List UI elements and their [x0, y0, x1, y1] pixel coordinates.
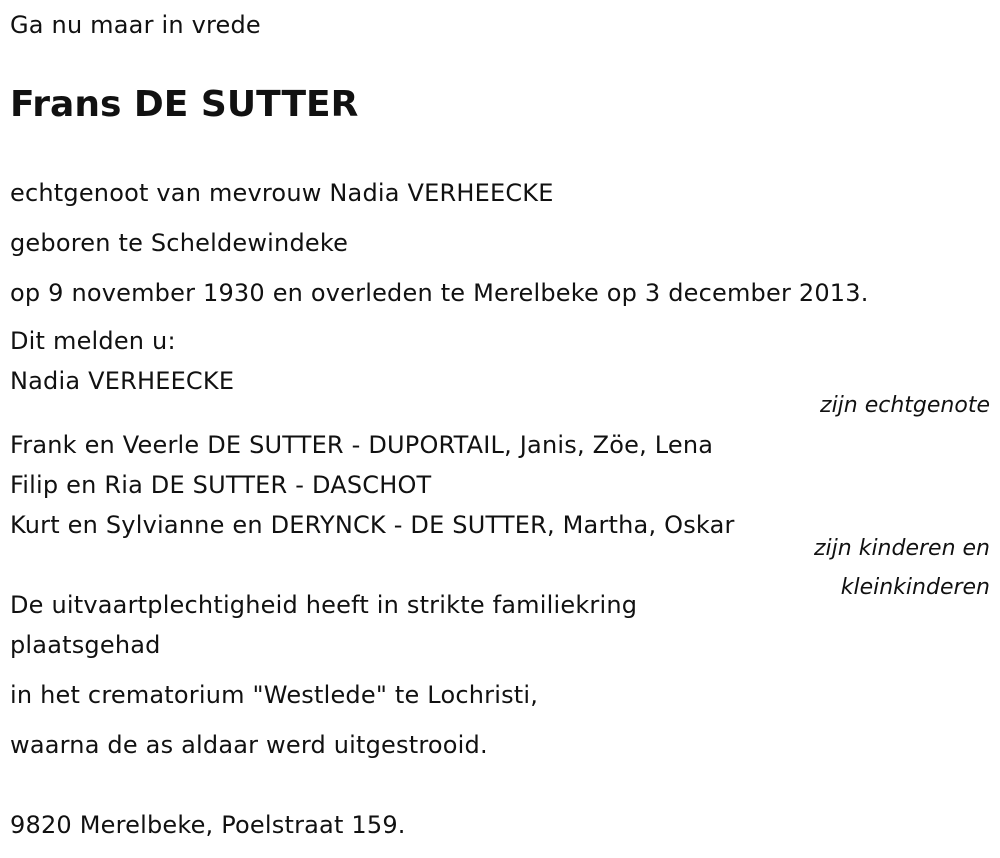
birthplace-line: geboren te Scheldewindeke	[10, 229, 349, 257]
funeral-line: waarna de as aldaar werd uitgestrooid.	[10, 731, 488, 759]
child-family-line: Kurt en Sylvianne en DERYNCK - DE SUTTER, Martha, Oskar	[10, 511, 735, 539]
funeral-line: De uitvaartplechtigheid heeft in strikte familiekring	[10, 591, 638, 619]
child-family-line: Frank en Veerle DE SUTTER - DUPORTAIL, Janis, Zöe, Lena	[10, 431, 714, 459]
funeral-line: plaatsgehad	[10, 631, 161, 659]
child-family-line: Filip en Ria DE SUTTER - DASCHOT	[10, 471, 432, 499]
farewell-text: Ga nu maar in vrede	[10, 11, 261, 39]
family-address: 9820 Merelbeke, Poelstraat 159.	[10, 811, 406, 839]
announcement-intro: Dit melden u:	[10, 327, 176, 355]
surviving-spouse: Nadia VERHEECKE	[10, 367, 235, 395]
funeral-line: in het crematorium "Westlede" te Lochristi,	[10, 681, 539, 709]
dates-line: op 9 november 1930 en overleden te Merelbeke op 3 december 2013.	[10, 279, 869, 307]
deceased-name: Frans DE SUTTER	[10, 84, 359, 125]
children-relation-note: kleinkinderen	[840, 575, 990, 600]
spouse-relation-note: zijn echtgenote	[820, 393, 990, 418]
children-relation-note: zijn kinderen en	[814, 536, 990, 561]
spouse-line: echtgenoot van mevrouw Nadia VERHEECKE	[10, 179, 554, 207]
